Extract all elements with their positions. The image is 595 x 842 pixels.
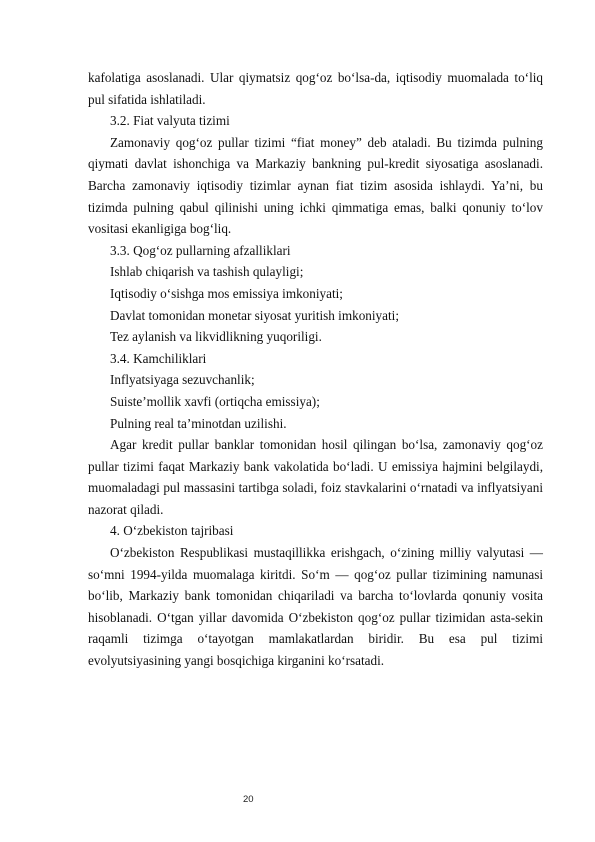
section-3-2-paragraph: Zamonaviy qog‘oz pullar tizimi “fiat money” deb ataladi. Bu tizimda pulning qiymati davlat ishonchiga va Markaziy bankning pul-kredit siyosatiga asoslanadi. Barcha zamonaviy iqtisodiy tizimlar aynan fiat tizim asosida ishlaydi. Ya’ni, bu tizimda pulning qabul qilinishi uning ichki qimmatiga emas, balki qonuniy to‘lov vositasi ekanligiga bog‘liq. bbox=[88, 134, 543, 237]
section-3-3-heading: 3.3. Qog‘oz pullarning afzalliklari bbox=[110, 242, 291, 258]
advantage-item: Iqtisodiy o‘sishga mos emissiya imkoniyati; bbox=[110, 285, 343, 301]
advantage-item: Davlat tomonidan monetar siyosat yuritish imkoniyati; bbox=[110, 307, 399, 323]
advantage-item: Tez aylanish va likvidlikning yuqoriligi. bbox=[110, 329, 322, 345]
disadvantage-item: Suiste’mollik xavfi (ortiqcha emissiya); bbox=[110, 393, 320, 409]
section-4-heading: 4. O‘zbekiston tajribasi bbox=[110, 523, 234, 539]
section-3-4-heading: 3.4. Kamchiliklari bbox=[110, 350, 207, 366]
document-page bbox=[88, 67, 543, 672]
disadvantage-item: Inflyatsiyaga sezuvchanlik; bbox=[110, 372, 255, 388]
disadvantage-item: Pulning real ta’minotdan uzilishi. bbox=[110, 415, 287, 431]
page-number: 20 bbox=[243, 794, 254, 805]
advantage-item: Ishlab chiqarish va tashish qulayligi; bbox=[110, 264, 304, 280]
section-3-2-heading: 3.2. Fiat valyuta tizimi bbox=[110, 113, 230, 129]
section-3-4-paragraph: Agar kredit pullar banklar tomonidan hosil qilingan bo‘lsa, zamonaviy qog‘oz pullar tizimi faqat Markaziy bank vakolatida bo‘ladi. U emissiya hajmini belgilaydi, muomaladagi pul massasini tartibga soladi, foiz stavkalarini o‘rnatadi va inflyatsiyani nazorat qiladi. bbox=[88, 437, 543, 517]
continued-paragraph: kafolatiga asoslanadi. Ular qiymatsiz qog‘oz bo‘lsa-da, iqtisodiy muomalada to‘liq pul sifatida ishlatiladi. bbox=[88, 70, 543, 107]
section-4-paragraph: O‘zbekiston Respublikasi mustaqillikka erishgach, o‘zining milliy valyutasi — so‘mni 1994-yilda muomalaga kiritdi. So‘m — qog‘oz pullar tizimining namunasi bo‘lib, Markaziy bank tomonidan chiqariladi va barcha to‘lovlarda qonuniy vosita hisoblanadi. O‘tgan yillar davomida O‘zbekiston qog‘oz pullar tizimidan asta-sekin raqamli tizimga o‘tayotgan mamlakatlardan biridir. Bu esa pul tizimi evolyutsiyasining yangi bosqichiga kirganini ko‘rsatadi. bbox=[88, 545, 543, 669]
